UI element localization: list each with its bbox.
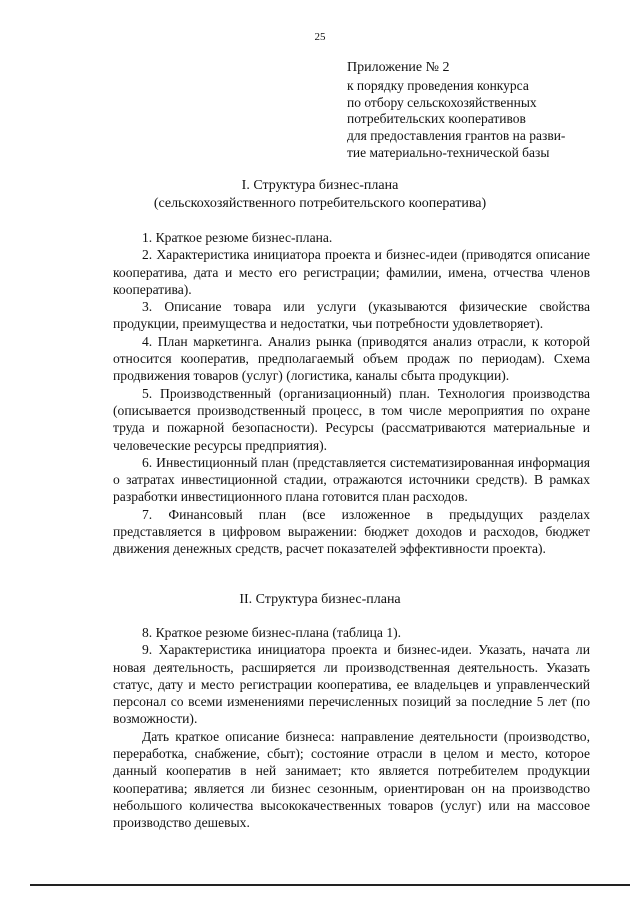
paragraph: 9. Характеристика инициатора проекта и бизнес-идеи. Указать, начата ли новая деятельность, расширяется ли производственная деятельность. Указать статус, дату и место регистрации кооператива, ее владельцев и управленческий персонал со всеми изменениями перечисленных позиций за последние 5 лет (по возможности). <box>113 642 590 727</box>
section-1-subtitle: (сельскохозяйственного потребительского кооператива) <box>153 196 487 211</box>
page-number: 25 <box>314 31 326 43</box>
paragraph: Дать краткое описание бизнеса: направление деятельности (производство, переработка, снабжение, сбыт); состояние отрасли в целом и место, которое данный кооператив в ней занимает; кто является потребителем продукции кооператива; является ли бизнес сезонным, ориентирован он на производство небольшого количества высококачественных товаров (услуг) или на массовое производство дешевых. <box>113 728 590 831</box>
paragraph: 6. Инвестиционный план (представляется систематизированная информация о затратах инвестиционной стадии, отражаются источники средств). В рамках разработки инвестиционного плана готовится план расходов. <box>113 454 590 505</box>
appendix-heading: Приложение № 2 <box>347 60 450 75</box>
paragraph: 8. Краткое резюме бизнес-плана (таблица 1). <box>142 625 402 640</box>
appendix-block <box>347 60 617 162</box>
bottom-rule <box>30 884 630 886</box>
appendix-line: к порядку проведения конкурса <box>347 77 529 93</box>
paragraph: 4. План маркетинга. Анализ рынка (приводятся анализ отрасли, к которой относится кооператив, предполагаемый объем продаж по периодам). Схема продвижения товаров (услуг) (логистика, каналы сбыта продукции). <box>113 333 590 384</box>
section-2-body <box>113 624 590 832</box>
appendix-line: потребительских кооперативов <box>347 111 526 127</box>
section-1-title: I. Структура бизнес-плана <box>241 178 399 193</box>
paragraph: 5. Производственный (организационный) план. Технология производства (описывается производственный процесс, в том числе мероприятия по охране труда и пожарной безопасности). Ресурсы (рассматриваются материальные и человеческие ресурсы предприятия). <box>113 385 590 453</box>
appendix-line: по отбору сельскохозяйственных <box>347 94 537 110</box>
paragraph: 2. Характеристика инициатора проекта и бизнес-идеи (приводятся описание кооператива, дата и место его регистрации; фамилии, имена, отчества членов кооператива). <box>113 247 590 297</box>
paragraph: 1. Краткое резюме бизнес-плана. <box>142 230 333 245</box>
section-1-body <box>113 229 590 558</box>
appendix-line: для предоставления грантов на разви- <box>347 128 566 144</box>
paragraph: 7. Финансовый план (все изложенное в предыдущих разделах представляется в цифровом выражении: бюджет доходов и расходов, бюджет движения денежных средств, расчет показателей эффективности проекта). <box>113 506 590 557</box>
section-2-title: II. Структура бизнес-плана <box>239 592 401 607</box>
appendix-line: тие материально-технической базы <box>347 144 550 160</box>
paragraph: 3. Описание товара или услуги (указываются физические свойства продукции, преимущества и недостатки, чьи потребности удовлетворяет). <box>113 299 590 332</box>
section-1-heading <box>0 177 640 213</box>
